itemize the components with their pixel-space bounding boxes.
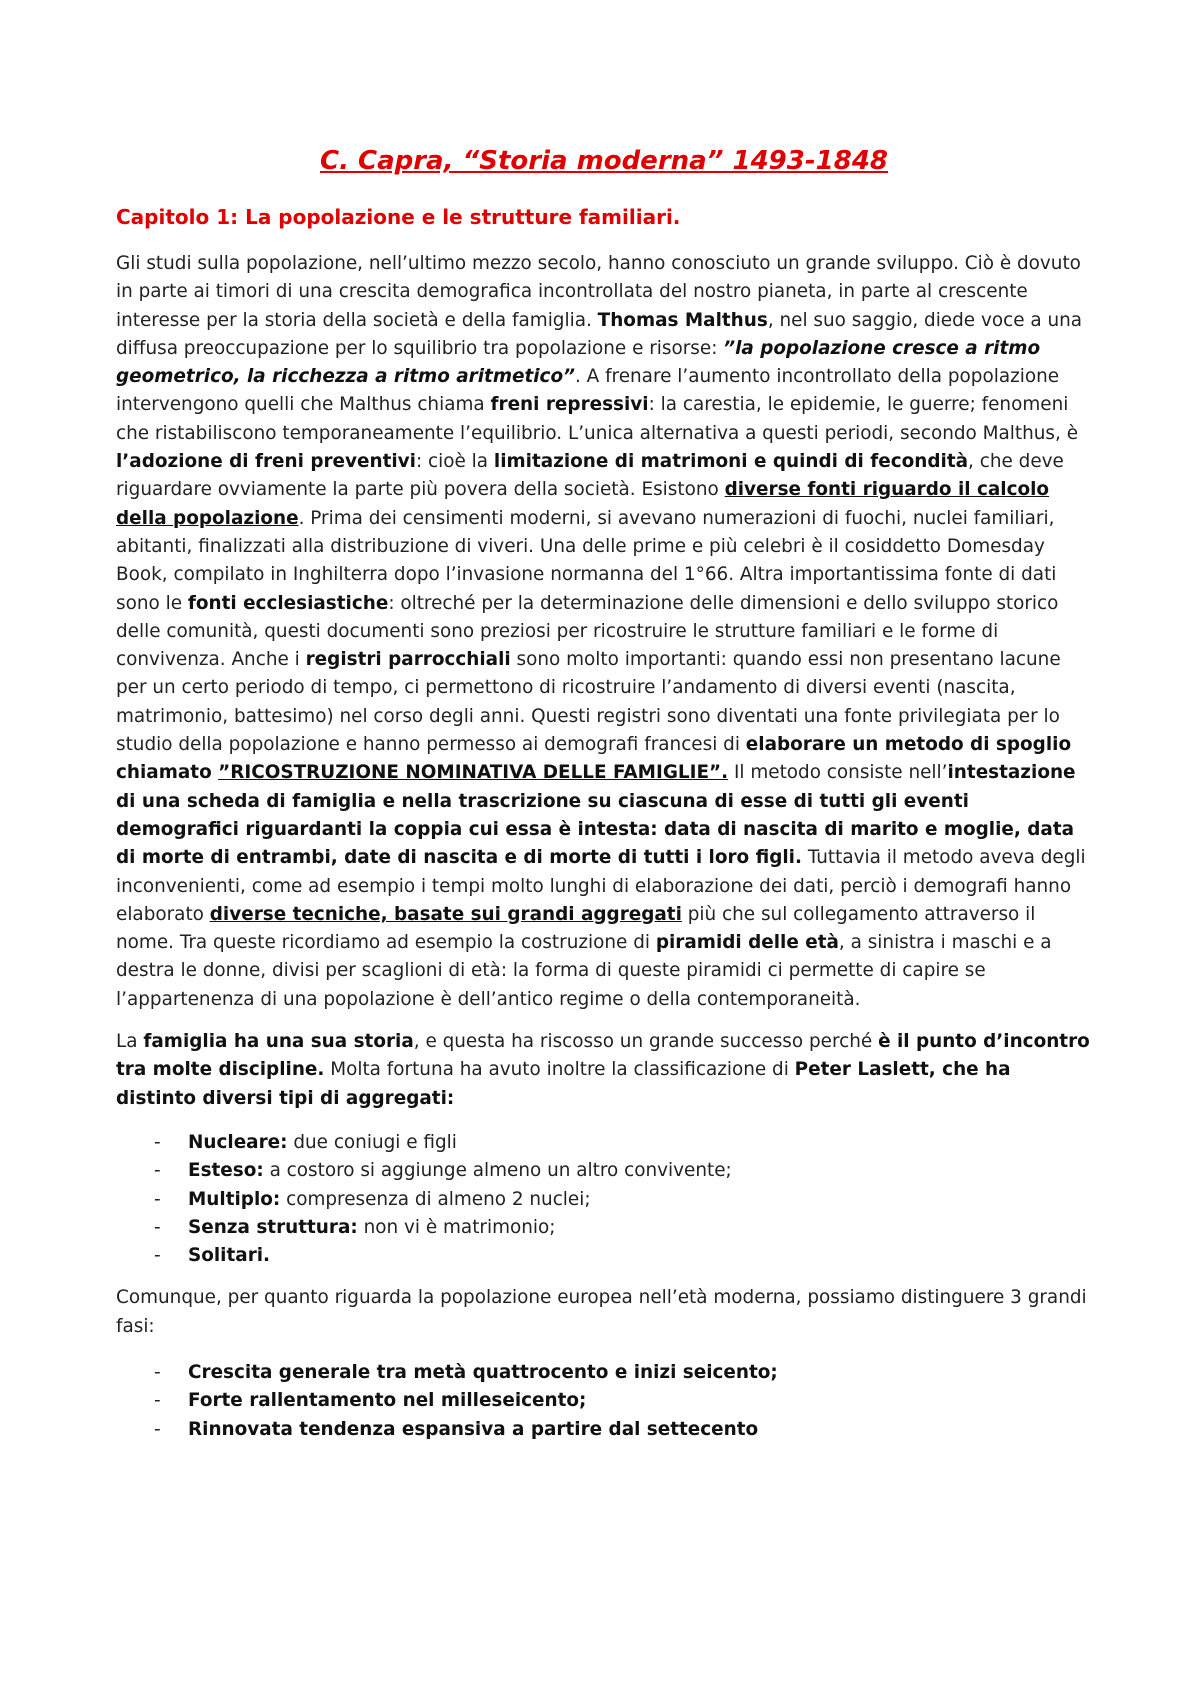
emphasis-text: ”RICOSTRUZIONE NOMINATIVA DELLE FAMIGLIE”. [218,762,729,784]
list-item [154,1186,1092,1214]
emphasis-text: intestazione di una scheda di famiglia e nella trascrizione su ciascuna di esse di tutti gli eventi demografici riguardanti la coppia cui essa è intesta: data di nascita di marito e moglie, data di morte di entrambi, date di nascita e di morte di tutti i loro figli. [116,762,1076,869]
list-dash: - [154,1245,161,1267]
text-run: , e questa ha riscosso un grande successo perché [413,1031,879,1053]
list-item-description: a costoro si aggiunge almeno un altro convivente; [263,1160,732,1182]
emphasis-text: ”la popolazione cresce a ritmo geometrico, la ricchezza a ritmo aritmetico” [116,337,1041,388]
list-dash: - [154,1131,161,1153]
list-item [154,1129,1092,1157]
text-run: Il metodo consiste nell’ [728,762,948,784]
text-run: Tuttavia il metodo aveva degli inconvenienti, come ad esempio i tempi molto lunghi di elaborazione dei dati, perciò i demografi hanno elaborato [116,847,1086,925]
text-run: , nel suo saggio, diede voce a una diffusa preoccupazione per lo squilibrio tra popolazione e risorse: [116,309,1083,359]
chapter-heading: Capitolo 1: La popolazione e le strutture familiari. [116,205,681,229]
text-run: : oltreché per la determinazione delle dimensioni e dello sviluppo storico delle comunità, questi documenti sono preziosi per ricostruire le strutture familiari e le forme di convivenza. Anche i [116,592,1059,671]
list-item-term: Multiplo: [188,1188,281,1210]
paragraph-family-history [116,1028,1092,1113]
list-item-description: compresenza di almeno 2 nuclei; [280,1188,591,1210]
list-item-term: Solitari. [188,1245,271,1267]
text-run: Gli studi sulla popolazione, nell’ultimo mezzo secolo, hanno conosciuto un grande sviluppo. Ciò è dovuto in parte ai timori di una crescita demografica incontrollata del nostro pianeta, in parte al crescente interesse per la storia della società e della famiglia. [116,253,1081,331]
list-item [154,1416,1092,1444]
list-item [154,1214,1092,1242]
phase-text: Forte rallentamento nel milleseicento; [188,1390,587,1412]
list-item-description: due coniugi e figli [287,1131,457,1153]
text-run: più che sul collegamento attraverso il nome. Tra queste ricordiamo ad esempio la costruzione di [116,903,1036,954]
emphasis-text: Peter Laslett, che ha distinto diversi tipi di aggregati: [116,1059,1011,1109]
phases-list [116,1359,1092,1444]
emphasis-text: fonti ecclesiastiche [187,592,389,614]
household-types-list [116,1129,1092,1270]
document-title: C. Capra, “Storia moderna” 1493-1848 [319,146,889,176]
emphasis-text: piramidi delle età [655,932,839,954]
emphasis-text: freni repressivi [490,394,649,416]
text-run: . Prima dei censimenti moderni, si avevano numerazioni di fuochi, nuclei familiari, abitanti, finalizzati alla distribuzione di viveri. Una delle prime e più celebri è il cosiddetto Domesday Book, compilato in Inghilterra dopo l’invasione normanna del 1°66. Altra importantissima fonte di dati sono le [116,507,1057,614]
list-item [154,1157,1092,1185]
list-item-term: Senza struttura: [188,1216,358,1238]
text-run: . A frenare l’aumento incontrollato della popolazione intervengono quelli che Malthus chiama [116,366,1060,416]
emphasis-text: diverse fonti riguardo il calcolo della popolazione [116,479,1050,529]
phase-text: Crescita generale tra metà quattrocento e inizi seicento; [188,1361,778,1383]
text-run: sono molto importanti: quando essi non presentano lacune per un certo periodo di tempo, ci permettono di ricostruire l’andamento di diversi eventi (nascita, matrimonio, battesimo) nel corso degli anni. Questi registri sono diventati una fonte privilegiata per lo studio della popolazione e hanno permesso ai demografi francesi di [116,649,1061,756]
list-dash: - [154,1390,161,1412]
list-dash: - [154,1361,161,1383]
list-dash: - [154,1418,161,1440]
list-item [154,1359,1092,1387]
emphasis-text: elaborare un metodo di spoglio chiamato [116,734,1072,784]
emphasis-text: limitazione di matrimoni e quindi di fecondità [493,451,969,473]
emphasis-text: registri parrocchiali [305,649,511,671]
list-item-term: Esteso: [188,1160,264,1182]
list-dash: - [154,1160,161,1182]
list-item [154,1242,1092,1270]
paragraph-population-studies [116,250,1092,1014]
emphasis-text: Thomas Malthus [597,309,768,331]
list-item-term: Nucleare: [188,1131,288,1153]
text-run: La [116,1031,144,1053]
text-run: : cioè la [415,451,494,473]
text-run: , che deve riguardare ovviamente la parte più povera della società. Esistono [116,451,1064,501]
list-item-description: non vi è matrimonio; [357,1216,556,1238]
emphasis-text: è il punto d’incontro tra molte discipline. [116,1031,1090,1081]
list-dash: - [154,1188,161,1210]
text-run: Molta fortuna ha avuto inoltre la classificazione di [324,1059,795,1081]
paragraph-phases-intro: Comunque, per quanto riguarda la popolazione europea nell’età moderna, possiamo distinguere 3 grandi fasi: [116,1287,1087,1337]
text-run: , a sinistra i maschi e a destra le donne, divisi per scaglioni di età: la forma di queste piramidi ci permette di capire se l’appartenenza di una popolazione è dell’antico regime o della contemporaneità. [116,932,1052,1010]
list-dash: - [154,1216,161,1238]
list-item [154,1387,1092,1415]
emphasis-text: diverse tecniche, basate sui grandi aggregati [209,903,682,925]
emphasis-text: l’adozione di freni preventivi [116,451,416,473]
emphasis-text: famiglia ha una sua storia [143,1031,414,1053]
phase-text: Rinnovata tendenza espansiva a partire dal settecento [188,1418,759,1440]
text-run: : la carestia, le epidemie, le guerre; fenomeni che ristabiliscono temporaneamente l’equilibrio. L’unica alternativa a questi periodi, secondo Malthus, è [116,394,1079,444]
